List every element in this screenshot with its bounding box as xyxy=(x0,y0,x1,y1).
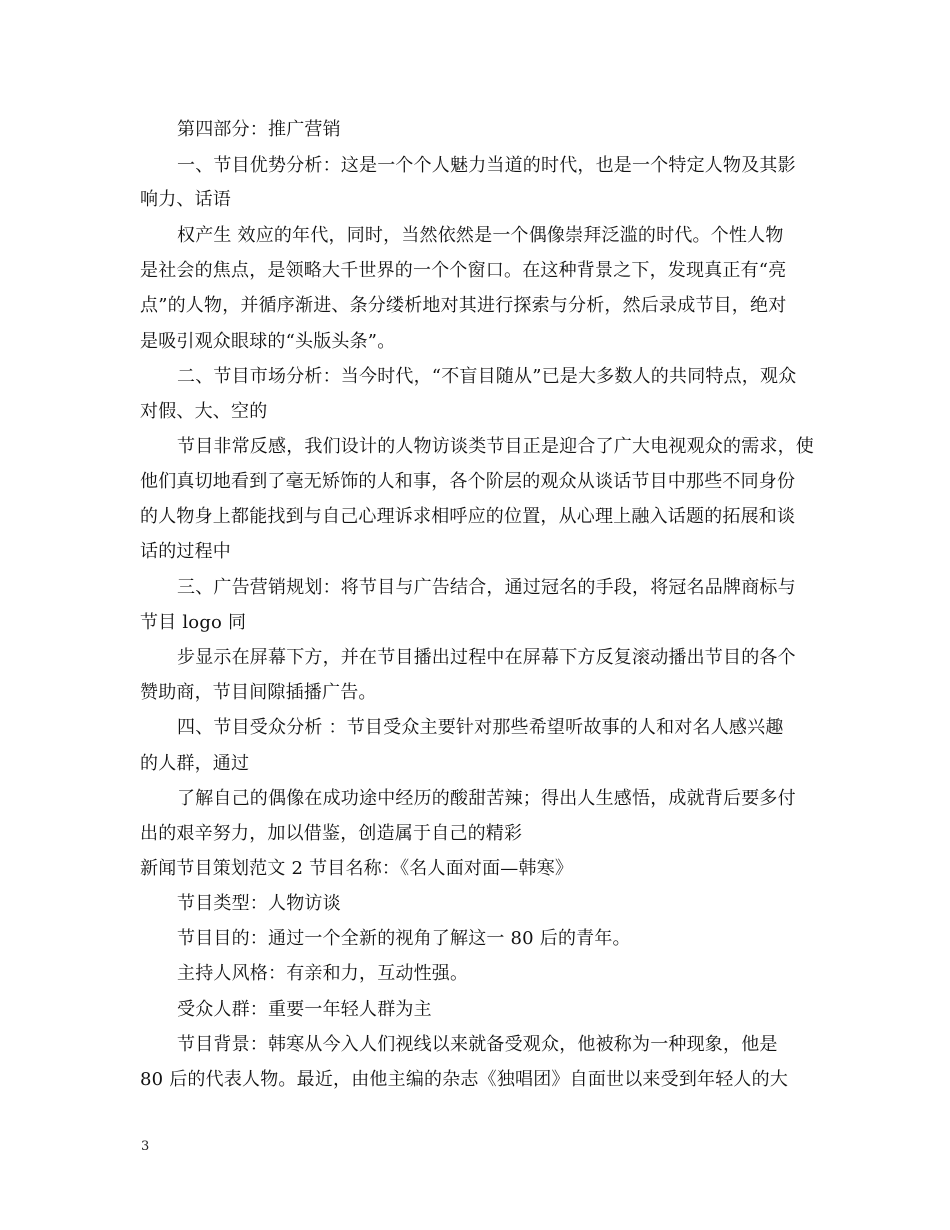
page-number: 3 xyxy=(141,1139,150,1154)
paragraph-line: 节目背景：韩寒从今入人们视线以来就备受观众，他被称为一种现象，他是 xyxy=(177,1034,778,1055)
paragraph-line: 权产生 效应的年代，同时，当然依然是一个偶像崇拜泛滥的时代。个性人物 xyxy=(177,225,784,246)
paragraph-line: 节目类型：人物访谈 xyxy=(177,893,341,914)
paragraph-line: 他们真切地看到了毫无矫饰的人和事，各个阶层的观众从谈话节目中那些不同身份 xyxy=(140,471,796,492)
paragraph-line: 的人物身上都能找到与自己心理诉求相呼应的位置，从心理上融入话题的拓展和谈 xyxy=(140,506,796,527)
paragraph-line: 节目非常反感，我们设计的人物访谈类节目正是迎合了广大电视观众的需求，使 xyxy=(177,436,814,457)
paragraph-line: 主持人风格：有亲和力，互动性强。 xyxy=(177,963,469,984)
paragraph-line: 四、节目受众分析 ：节目受众主要针对那些希望听故事的人和对名人感兴趣 xyxy=(177,717,784,738)
paragraph-line: 一、节目优势分析：这是一个个人魅力当道的时代，也是一个特定人物及其影 xyxy=(177,155,796,176)
paragraph-line: 响力、话语 xyxy=(140,189,231,210)
paragraph-line: 节目 logo 同 xyxy=(140,612,247,633)
paragraph-line: 是社会的焦点，是领略大千世界的一个个窗口。在这种背景之下，发现真正有“亮 xyxy=(140,260,787,281)
paragraph-line: 80 后的代表人物。最近，由他主编的杂志《独唱团》自面世以来受到年轻人的大 xyxy=(140,1069,789,1090)
article-heading: 新闻节目策划范文 2 节目名称：《名人面对面—韩寒》 xyxy=(140,858,574,879)
paragraph-line: 步显示在屏幕下方，并在节目播出过程中在屏幕下方反复滚动播出节目的各个 xyxy=(177,647,796,668)
paragraph-line: 三、广告营销规划：将节目与广告结合，通过冠名的手段，将冠名品牌商标与 xyxy=(177,577,796,598)
paragraph-line: 赞助商，节目间隙插播广告。 xyxy=(140,682,377,703)
paragraph-line: 出的艰辛努力，加以借鉴，创造属于自己的精彩 xyxy=(140,823,523,844)
paragraph-line: 二、节目市场分析：当今时代，“不盲目随从”已是大多数人的共同特点，观众 xyxy=(177,366,797,387)
paragraph-line: 节目目的：通过一个全新的视角了解这一 80 后的青年。 xyxy=(177,928,631,949)
paragraph-line: 了解自己的偶像在成功途中经历的酸甜苦辣；得出人生感悟，成就背后要多付 xyxy=(177,788,796,809)
section-heading: 第四部分：推广营销 xyxy=(177,119,341,140)
paragraph-line: 是吸引观众眼球的“头版头条”。 xyxy=(140,331,396,352)
paragraph-line: 对假、大、空的 xyxy=(140,401,268,422)
paragraph-line: 点”的人物，并循序渐进、条分缕析地对其进行探索与分析，然后录成节目，绝对 xyxy=(140,295,787,316)
paragraph-line: 话的过程中 xyxy=(140,541,231,562)
paragraph-line: 的人群，通过 xyxy=(140,753,250,774)
paragraph-line: 受众人群：重要一年轻人群为主 xyxy=(177,999,432,1020)
